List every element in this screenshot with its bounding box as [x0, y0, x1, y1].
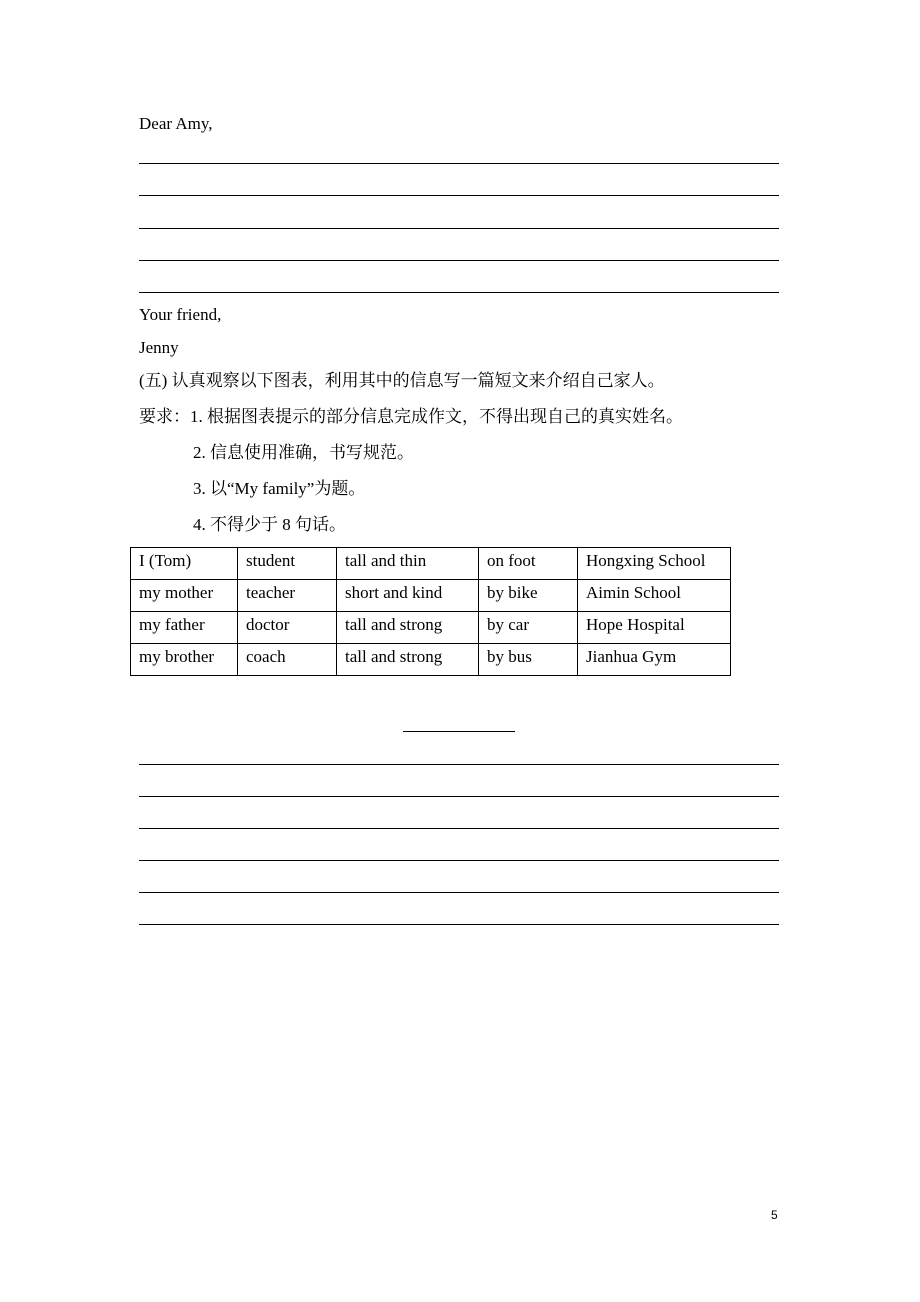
- table-cell: tall and strong: [337, 644, 479, 676]
- table-cell: my father: [131, 612, 238, 644]
- table-cell: coach: [238, 644, 337, 676]
- requirement-2: 2. 信息使用准确，书写规范。: [193, 443, 414, 462]
- requirement-4: 4. 不得少于 8 句话。: [193, 515, 346, 534]
- writing-line: [139, 292, 779, 293]
- table-row: [131, 612, 731, 644]
- table-cell: my mother: [131, 580, 238, 612]
- writing-line: [139, 892, 779, 893]
- writing-line: [139, 828, 779, 829]
- table-cell: by bus: [479, 644, 578, 676]
- letter-closing: Your friend,: [139, 305, 222, 324]
- writing-line: [139, 860, 779, 861]
- family-info-table: [130, 547, 731, 676]
- writing-line: [139, 924, 779, 925]
- writing-line: [139, 195, 779, 196]
- table-cell: tall and strong: [337, 612, 479, 644]
- table-cell: on foot: [479, 548, 578, 580]
- letter-signature: Jenny: [139, 338, 179, 357]
- table-cell: Jianhua Gym: [578, 644, 731, 676]
- table-cell: I (Tom): [131, 548, 238, 580]
- table-cell: student: [238, 548, 337, 580]
- table-cell: by bike: [479, 580, 578, 612]
- table-cell: teacher: [238, 580, 337, 612]
- section-heading: (五) 认真观察以下图表，利用其中的信息写一篇短文来介绍自己家人。: [139, 371, 665, 390]
- table-row: [131, 548, 731, 580]
- writing-line: [139, 260, 779, 261]
- title-blank-line: [403, 731, 515, 732]
- table-cell: Hongxing School: [578, 548, 731, 580]
- writing-line: [139, 228, 779, 229]
- table-cell: short and kind: [337, 580, 479, 612]
- writing-line: [139, 764, 779, 765]
- writing-line: [139, 796, 779, 797]
- requirement-3: 3. 以“My family”为题。: [193, 479, 366, 498]
- table-cell: Aimin School: [578, 580, 731, 612]
- page-number: 5: [771, 1208, 778, 1222]
- writing-line: [139, 163, 779, 164]
- table-row: [131, 644, 731, 676]
- requirement-1: 要求：1. 根据图表提示的部分信息完成作文，不得出现自己的真实姓名。: [139, 407, 683, 426]
- letter-greeting: Dear Amy,: [139, 114, 213, 133]
- table-cell: tall and thin: [337, 548, 479, 580]
- table-row: [131, 580, 731, 612]
- table-cell: my brother: [131, 644, 238, 676]
- table-cell: doctor: [238, 612, 337, 644]
- table-cell: by car: [479, 612, 578, 644]
- table-cell: Hope Hospital: [578, 612, 731, 644]
